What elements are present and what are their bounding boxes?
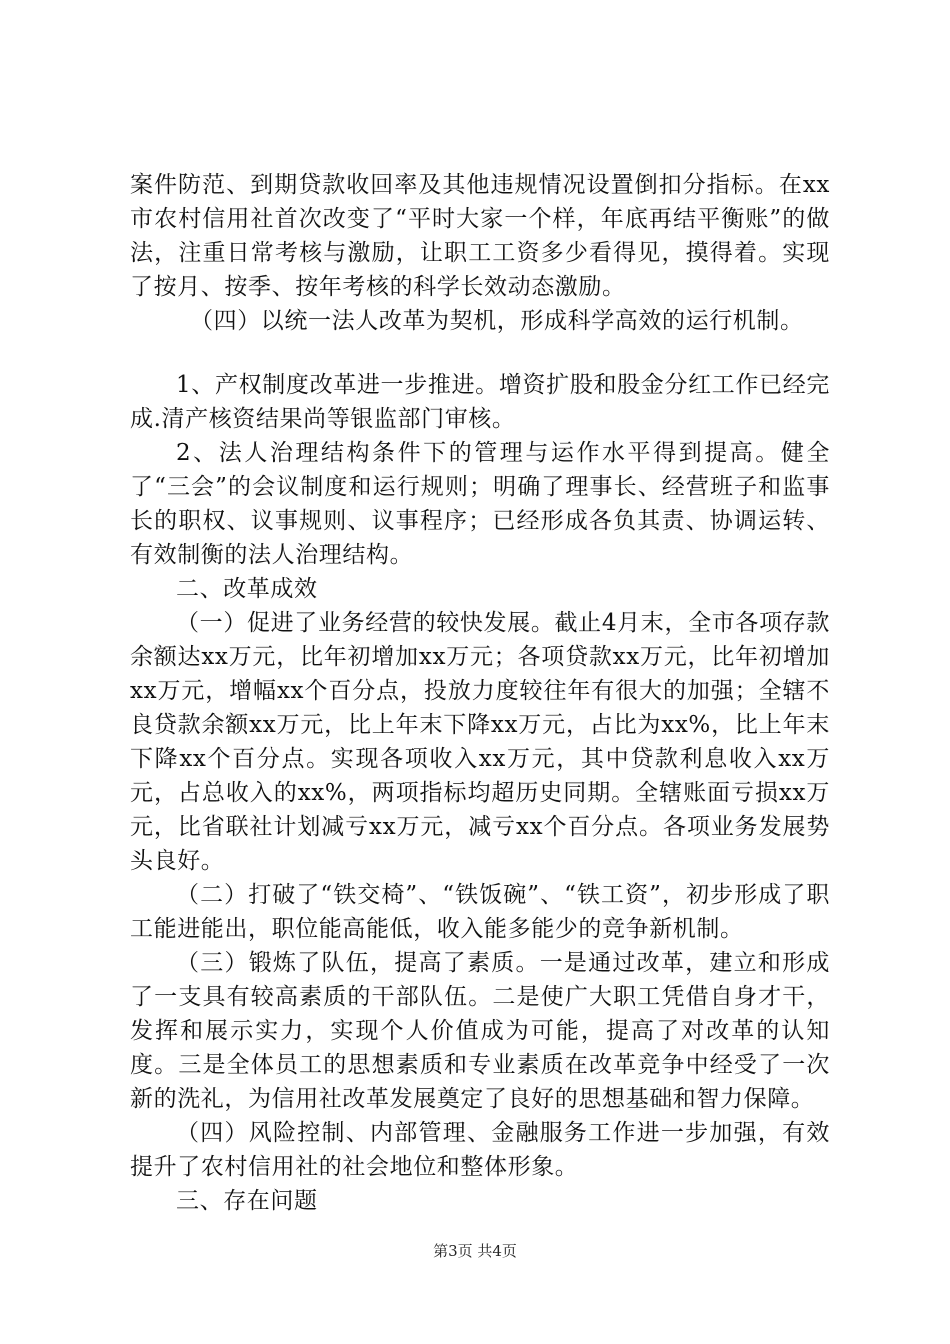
paragraph-incentive: 案件防范、到期贷款收回率及其他违规情况设置倒扣分指标。在xx市农村信用社首次改变了“平时大家一个样，年底再结平衡账”的做法，注重日常考核与激励，让职工工资多少看得见，摸得着。实现了按月、按季、按年考核的科学长效动态激励。 [130,172,830,300]
paragraph-gap [130,338,830,368]
paragraph-property-reform: 1、产权制度改革进一步推进。增资扩股和股金分红工作已经完成.清产核资结果尚等银监部门审核。 [130,372,830,432]
document-body [130,168,830,1218]
paragraph-governance: 2、法人治理结构条件下的管理与运作水平得到提高。健全了“三会”的会议制度和运行规则；明确了理事长、经营班子和监事长的职权、议事规则、议事程序；已经形成各负其责、协调运转、有效制衡的法人治理结构。 [130,440,830,568]
page-footer: 第3页 共4页 [433,1242,517,1260]
paragraph-business-growth: （一）促进了业务经营的较快发展。截止4月末，全市各项存款余额达xx万元，比年初增加xx万元；各项贷款xx万元，比年初增加xx万元，增幅xx个百分点，投放力度较往年有很大的加强；全辖不良贷款余额xx万元，比上年末下降xx万元，占比为xx%，比上年末下降xx个百分点。实现各项收入xx万元，其中贷款利息收入xx万元，占总收入的xx%，两项指标均超历史同期。全辖账面亏损xx万元，比省联社计划减亏xx万元，减亏xx个百分点。各项业务发展势头良好。 [130,610,830,874]
paragraph-competition-mechanism: （二）打破了“铁交椅”、“铁饭碗”、“铁工资”，初步形成了职工能进能出，职位能高能低，收入能多能少的竞争新机制。 [130,882,830,942]
section-heading-problems: 三、存在问题 [176,1188,318,1214]
paragraph-risk-control: （四）风险控制、内部管理、金融服务工作进一步加强，有效提升了农村信用社的社会地位和整体形象。 [130,1120,830,1180]
section-heading-results: 二、改革成效 [176,576,318,602]
section-heading-four: （四）以统一法人改革为契机，形成科学高效的运行机制。 [190,308,804,334]
paragraph-team-quality: （三）锻炼了队伍，提高了素质。一是通过改革，建立和形成了一支具有较高素质的干部队伍。二是使广大职工凭借自身才干，发挥和展示实力，实现个人价值成为可能，提高了对改革的认知度。三是全体员工的思想素质和专业素质在改革竞争中经受了一次新的洗礼，为信用社改革发展奠定了良好的思想基础和智力保障。 [130,950,830,1112]
